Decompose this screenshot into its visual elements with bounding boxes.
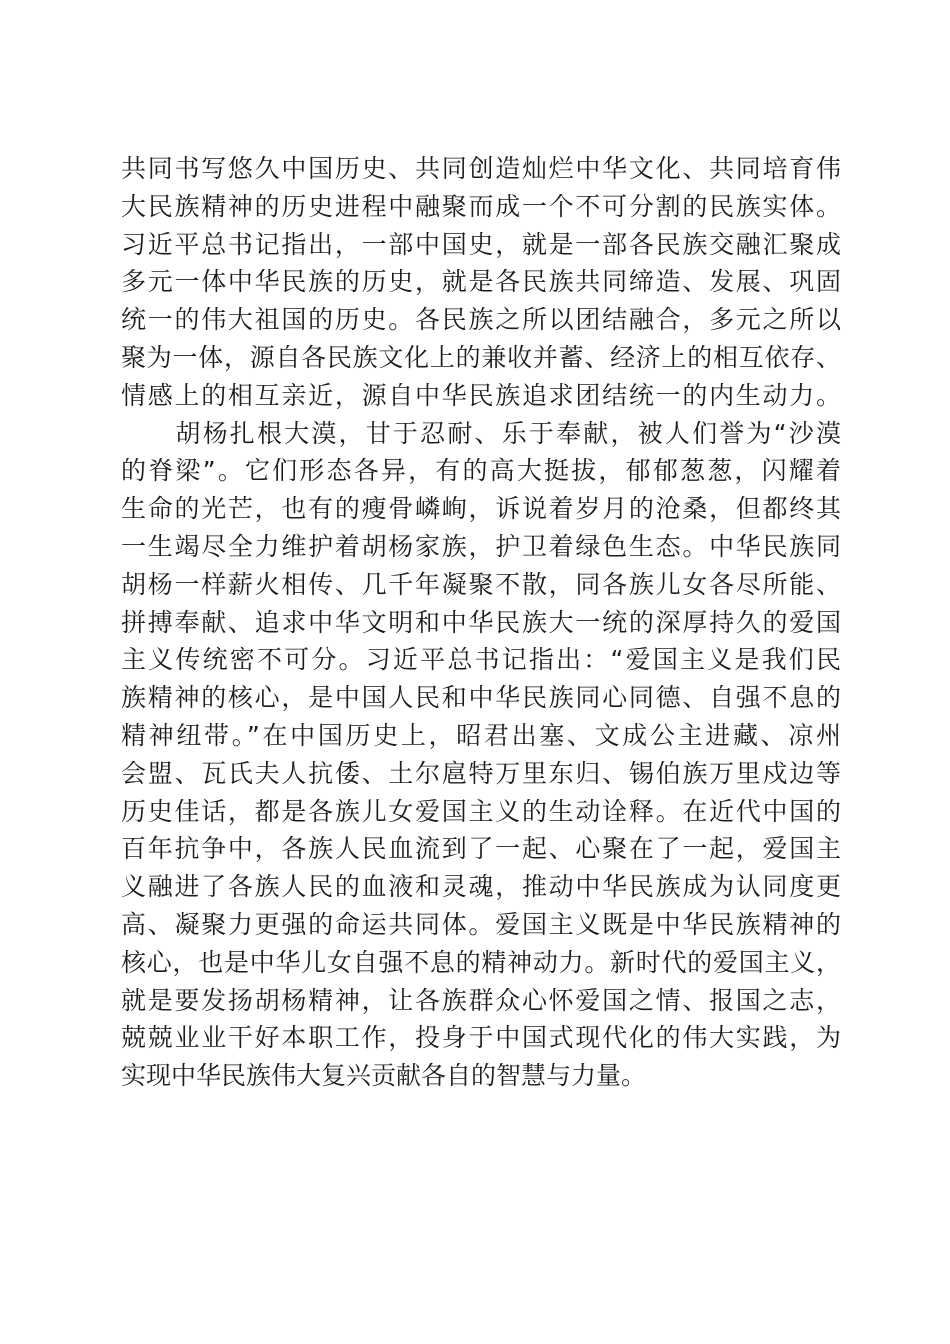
text-line: 生命的光芒，也有的瘦骨嶙峋，诉说着岁月的沧桑，但都终其 bbox=[121, 494, 841, 524]
text-line: 就是要发扬胡杨精神，让各族群众心怀爱国之情、报国之志， bbox=[121, 985, 841, 1015]
text-line: 高、凝聚力更强的命运共同体。爱国主义既是中华民族精神的 bbox=[121, 909, 841, 939]
text-line: 统一的伟大祖国的历史。各民族之所以团结融合，多元之所以 bbox=[121, 305, 841, 335]
text-line: 多元一体中华民族的历史，就是各民族共同缔造、发展、巩固 bbox=[121, 267, 841, 297]
text-line: 大民族精神的历史进程中融聚而成一个不可分割的民族实体。 bbox=[121, 191, 841, 221]
text-line: 聚为一体，源自各民族文化上的兼收并蓄、经济上的相互依存、 bbox=[121, 342, 841, 372]
text-line: 主义传统密不可分。习近平总书记指出：“爱国主义是我们民 bbox=[121, 645, 841, 675]
text-line: 的脊梁”。它们形态各异，有的高大挺拔，郁郁葱葱，闪耀着 bbox=[121, 456, 841, 486]
text-line: 拼搏奉献、追求中华文明和中华民族大一统的深厚持久的爱国 bbox=[121, 607, 841, 637]
text-line: 百年抗争中，各族人民血流到了一起、心聚在了一起，爱国主 bbox=[121, 834, 841, 864]
text-line: 实现中华民族伟大复兴贡献各自的智慧与力量。 bbox=[121, 1061, 647, 1091]
text-line: 历史佳话，都是各族儿女爱国主义的生动诠释。在近代中国的 bbox=[121, 796, 841, 826]
text-line: 族精神的核心，是中国人民和中华民族同心同德、自强不息的 bbox=[121, 683, 841, 713]
text-line: 兢兢业业干好本职工作，投身于中国式现代化的伟大实践，为 bbox=[121, 1023, 841, 1053]
body-text bbox=[121, 150, 841, 1095]
paragraph-1 bbox=[121, 150, 841, 415]
text-line: 胡杨一样薪火相传、几千年凝聚不散，同各族儿女各尽所能、 bbox=[121, 569, 841, 599]
text-line: 胡杨扎根大漠，甘于忍耐、乐于奉献，被人们誉为“沙漠 bbox=[121, 418, 841, 448]
text-line: 义融进了各族人民的血液和灵魂，推动中华民族成为认同度更 bbox=[121, 872, 841, 902]
text-line: 情感上的相互亲近，源自中华民族追求团结统一的内生动力。 bbox=[121, 380, 841, 410]
text-line: 习近平总书记指出，一部中国史，就是一部各民族交融汇聚成 bbox=[121, 229, 841, 259]
text-line: 一生竭尽全力维护着胡杨家族，护卫着绿色生态。中华民族同 bbox=[121, 531, 841, 561]
text-line: 共同书写悠久中国历史、共同创造灿烂中华文化、共同培育伟 bbox=[121, 154, 841, 183]
text-line: 核心，也是中华儿女自强不息的精神动力。新时代的爱国主义， bbox=[121, 947, 841, 977]
text-line: 精神纽带。”在中国历史上，昭君出塞、文成公主进藏、凉州 bbox=[121, 720, 841, 750]
text-line: 会盟、瓦氏夫人抗倭、土尔扈特万里东归、锡伯族万里戍边等 bbox=[121, 758, 841, 788]
paragraph-2 bbox=[121, 415, 841, 1095]
